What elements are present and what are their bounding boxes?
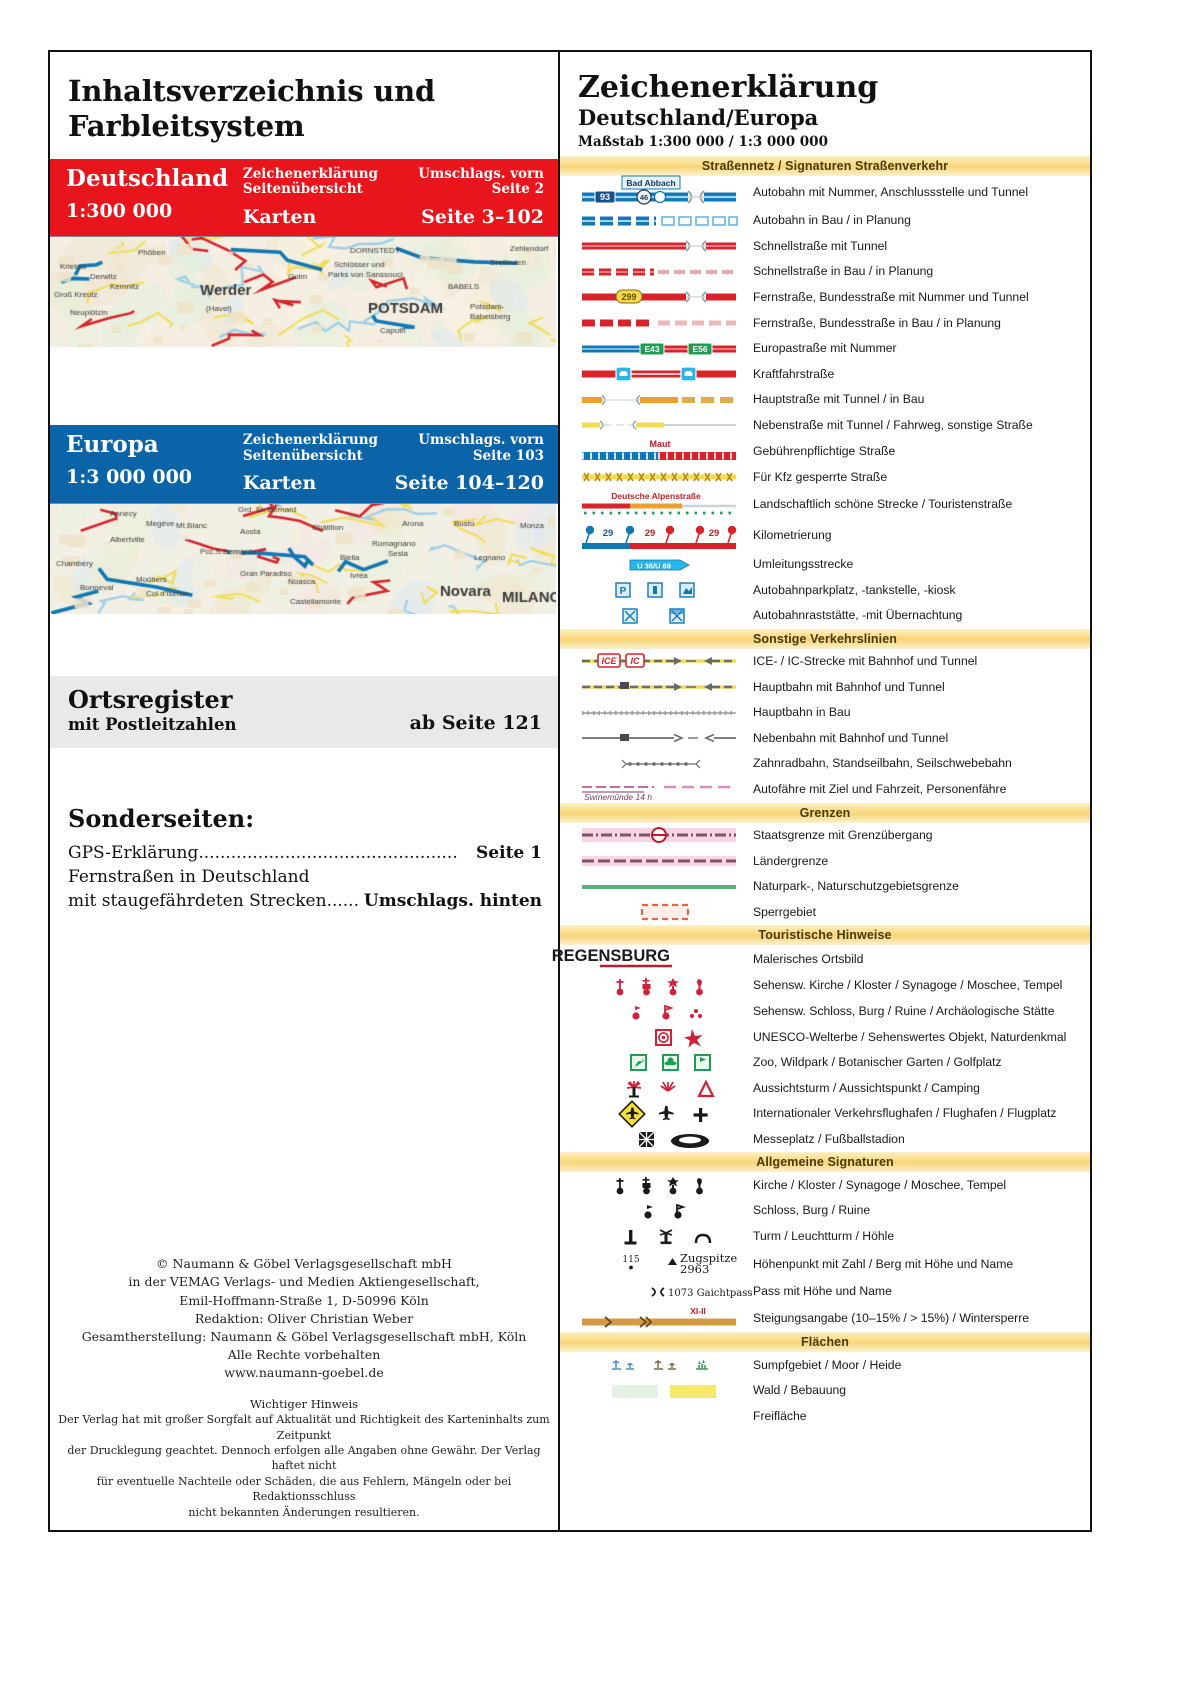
legend-row-hauptstrasse [560,387,1090,413]
legend-label: Turm / Leuchtturm / Höhle [753,1228,895,1243]
legend-row-a-turm [560,1223,1090,1249]
deutschland-legend-line1: Zeichenerklärung [242,165,378,182]
symbol-aussichtsturm [560,1077,745,1099]
svg-text:ICE: ICE [600,656,617,667]
sonderseiten-heading: Sonderseiten: [68,804,255,834]
legend-row-raststaette [560,603,1090,629]
legend-row-kraftfahrstrasse [560,361,1090,387]
svg-text:Maut: Maut [649,439,670,450]
europa-band[interactable] [50,425,558,503]
symbol-zahnradbahn [560,757,745,771]
europa-legend-line2: Seitenübersicht [242,447,363,464]
deutschland-karten-label: Karten [242,205,317,228]
svg-text:115: 115 [621,1254,640,1265]
sonderseiten-item-page: Umschlags. hinten [363,891,542,912]
legend-label: Freifläche [753,1409,807,1424]
sonderseiten-item-label: Fernstraßen in Deutschland [68,867,310,888]
spacer-b [50,614,558,676]
imprint-line: Emil-Hoffmann-Straße 1, D-50996 Köln [179,1292,429,1308]
sonderseiten-item-label: mit staugefährdeten Strecken [68,891,327,912]
ortsregister-title: Ortsregister [68,685,233,715]
sonderseiten-item[interactable] [68,841,542,865]
deutschland-region: Deutschland [66,164,229,192]
svg-text:Zugspitze: Zugspitze [679,1250,737,1265]
notice-block [50,1396,558,1520]
legend-label: Kilometrierung [753,528,832,543]
symbol-nebenstrasse [560,416,745,434]
legend-label: Kirche / Kloster / Synagoge / Moschee, Tempel [753,1177,1007,1192]
svg-text:93: 93 [599,191,610,202]
section-header-strassennetz: Straßennetz / Signaturen Straßenverkehr [560,156,1090,176]
imprint-line: Redaktion: Oliver Christian Weber [194,1310,414,1326]
svg-text:46: 46 [639,192,648,202]
symbol-wald-bebauung [560,1380,745,1402]
symbol-ice-strecke [560,651,745,671]
legend-row-touristenstrasse [560,490,1090,520]
symbol-malerisches-ortsbild [551,946,745,972]
legend-row-f-sumpf [560,1352,1090,1378]
legend-row-naturpark [560,874,1090,900]
legend-label: Schloss, Burg / Ruine [753,1203,871,1218]
legend-row-t-kirche [560,973,1090,999]
legend-row-europastrasse [560,336,1090,362]
deutschland-page-ref: Seite 2 [491,181,544,198]
legend-label: Wald / Bebauung [753,1383,847,1398]
legend-label: Kraftfahrstraße [753,366,835,381]
spacer-a [50,347,558,425]
symbol-naturparkgrenze [560,880,745,894]
notice-line: nicht bekannten Änderungen resultieren. [188,1505,420,1519]
symbol-touristenstrasse [560,490,745,520]
symbol-hauptbahn-bau [560,706,745,720]
legend-label: Hauptbahn mit Bahnhof und Tunnel [753,679,945,694]
legend-row-t-messe [560,1126,1090,1152]
legend-label: Schnellstraße in Bau / in Planung [753,264,934,279]
legend-row-a-hoehe [560,1249,1090,1279]
legend-label: Sumpfgebiet / Moor / Heide [753,1357,902,1372]
symbol-schnellstrasse-bau [560,263,745,281]
symbol-kraftfahrstrasse [560,364,745,384]
imprint-website[interactable]: www.naumann-goebel.de [224,1365,384,1381]
legend-label: Sehensw. Kirche / Kloster / Synagoge / Moschee, Tempel [753,978,1063,993]
legend-subtitle: Deutschland/Europa [578,104,819,130]
svg-text:1073 Gaichtpass: 1073 Gaichtpass [667,1287,752,1299]
legend-scale: Maßstab 1:300 000 / 1:3 000 000 [578,133,828,150]
legend-label: Hauptstraße mit Tunnel / in Bau [753,392,925,407]
symbol-messeplatz-stadion [560,1128,745,1150]
legend-row-umleitung [560,552,1090,578]
legend-label: Zoo, Wildpark / Botanischer Garten / Golfplatz [753,1055,1002,1070]
symbol-unesco-welterbe [560,1026,745,1048]
symbol-schloss-burg-ruine [560,1199,745,1221]
legend-label: Fernstraße, Bundesstraße mit Nummer und Tunnel [753,290,1029,305]
symbol-kirche [560,1174,745,1196]
section-header-flaechen: Flächen [560,1332,1090,1352]
legend-row-t-unesco [560,1024,1090,1050]
legend-row-a-pass [560,1279,1090,1305]
symbol-autobahnparkplatz [560,580,745,600]
symbol-sehenswertes-schloss [560,1000,745,1022]
legend-row-schnellstrasse-bau [560,259,1090,285]
legend-row-f-frei [560,1404,1090,1430]
symbol-sehenswerte-kirche [560,975,745,997]
legend-label: Steigungsangabe (10–15% / > 15%) / Wintersperre [753,1311,1030,1326]
symbol-fernstrasse-nummer [560,287,745,307]
europa-legend-line1: Zeichenerklärung [242,432,378,449]
sonderseiten-item-dots: ................................................ [198,843,458,864]
legend-row-f-wald [560,1378,1090,1404]
sonderseiten-item[interactable] [68,865,542,889]
legend-label: Aussichtsturm / Aussichtspunkt / Camping [753,1080,980,1095]
svg-text:Bad Abbach: Bad Abbach [625,177,676,188]
legend-row-schnellstrasse-tunnel [560,233,1090,259]
legend-row-hauptbahn [560,674,1090,700]
legend-row-gesperrt [560,464,1090,490]
europa-page-ref: Seite 103 [472,447,544,464]
legend-row-maut [560,438,1090,464]
legend-label: Höhenpunkt mit Zahl / Berg mit Höhe und Name [753,1256,1014,1271]
legend-label: Nebenbahn mit Bahnhof und Tunnel [753,730,949,745]
legend-label: Autobahnparkplatz, -tankstelle, -kiosk [753,582,956,597]
notice-title: Wichtiger Hinweis [249,1397,359,1412]
legend-title: Zeichenerklärung [578,70,879,105]
svg-text:29: 29 [644,527,655,539]
symbol-maut [560,438,745,464]
right-column [551,52,1090,1530]
symbol-umleitungsstrecke [560,556,745,574]
legend-row-rastplatz [560,577,1090,603]
europa-cover-ref: Umschlags. vorn [418,432,544,449]
symbol-hoehenpunkt-berg [560,1249,745,1279]
legend-row-kilometrierung [560,520,1090,552]
sonderseiten-item-page: Seite 1 [476,843,542,864]
symbol-schnellstrasse-tunnel [560,237,745,255]
legend-label: Sperrgebiet [753,904,817,919]
deutschland-block [50,159,558,348]
legend-label: Zahnradbahn, Standseilbahn, Seilschwebebahn [753,756,1012,771]
legend-label: Autobahnraststätte, -mit Übernachtung [753,608,963,623]
symbol-turm-leuchtturm-hoehle [560,1225,745,1247]
legend-row-faehre [560,777,1090,803]
svg-text:XI-II: XI-II [689,1306,706,1317]
legend-row-t-aussicht [560,1075,1090,1101]
deutschland-karten-pages: Seite 3–102 [421,205,544,228]
legend-label: Autobahn mit Nummer, Anschlussstelle und Tunnel [753,184,1029,199]
legend-label: Gebührenpflichtige Straße [753,443,896,458]
legend-label: Messeplatz / Fußballstadion [753,1131,905,1146]
legend-label: Autobahn in Bau / in Planung [753,213,911,228]
symbol-laendergrenze [560,852,745,870]
notice-line: für eventuelle Nachteile oder Schäden, die aus Fehlern, Mängeln oder bei Redaktionsschluss [96,1474,512,1504]
sonderseiten-item[interactable] [68,889,542,913]
legend-row-ortsbild [551,945,1090,973]
europa-karten-label: Karten [242,472,317,495]
symbol-autobahn [560,176,745,208]
symbol-autofaehre [560,777,745,803]
imprint-line: © Naumann & Göbel Verlagsgesellschaft mbH [156,1256,452,1272]
symbol-kilometrierung [560,520,745,552]
imprint-block [50,1255,558,1520]
symbol-fernstrasse-bau [560,314,745,332]
svg-text:Swinemünde 14 h: Swinemünde 14 h [583,791,652,802]
legend-row-fernstrasse-bau [560,310,1090,336]
symbol-nebenbahn [560,729,745,747]
legend-label: ICE- / IC-Strecke mit Bahnhof und Tunnel [753,654,978,669]
deutschland-scale: 1:300 000 [66,199,173,222]
europa-karten-pages: Seite 104–120 [394,472,544,495]
legend-row-fernstrasse-nummer [560,285,1090,311]
imprint-line: Gesamtherstellung: Naumann & Göbel Verlagsgesellschaft mbH, Köln [81,1328,527,1344]
svg-text:29: 29 [602,527,613,539]
svg-text:299: 299 [620,292,637,303]
svg-text:E43: E43 [643,343,660,354]
deutschland-cover-ref: Umschlags. vorn [418,165,544,182]
legend-label: UNESCO-Welterbe / Sehenswertes Objekt, Naturdenkmal [753,1029,1067,1044]
sonderseiten-item-label: GPS-Erklärung [68,843,199,864]
left-column [50,52,560,1530]
legend-row-staatsgrenze [560,823,1090,849]
symbol-autobahnraststaette [560,606,745,626]
section-header-allgemeine: Allgemeine Signaturen [560,1152,1090,1172]
symbol-freiflaeche [560,1406,745,1426]
symbol-hauptstrasse [560,391,745,409]
deutschland-band[interactable] [50,159,558,237]
legend-label: Schnellstraße mit Tunnel [753,238,888,253]
sonderseiten-item-dots: ...... [326,891,359,912]
svg-text:REGENSBURG: REGENSBURG [551,946,670,965]
notice-line: Der Verlag hat mit großer Sorgfalt auf Aktualität und Richtigkeit des Karteninhalts zum Zeitpunkt [58,1413,550,1442]
notice-line: der Drucklegung geachtet. Dennoch erfolgen alle Angaben ohne Gewähr. Der Verlag haftet nicht [67,1444,541,1473]
legend-label: Autofähre mit Ziel und Fahrzeit, Personenfähre [753,782,1007,797]
symbol-sperrgebiet [560,901,745,923]
legend-row-sperrgebiet [560,899,1090,925]
legend-label: Nebenstraße mit Tunnel / Fahrweg, sonstige Straße [753,418,1033,433]
legend-label: Malerisches Ortsbild [753,951,864,966]
deutschland-map-thumbnail [50,236,558,347]
legend-header [560,52,1090,156]
legend-row-nebenstrasse [560,413,1090,439]
page-title: Inhaltsverzeichnis und Farbleitsystem [68,74,436,144]
symbol-sumpfgebiet-moor-heide [560,1355,745,1375]
symbol-pass [560,1282,752,1302]
ortsregister-band[interactable] [50,676,558,748]
legend-label: Umleitungsstrecke [753,557,854,572]
legend-label: Hauptbahn in Bau [753,705,851,720]
legend-row-nebenbahn [560,725,1090,751]
legend-label: Für Kfz gesperrte Straße [753,469,888,484]
europa-block [50,425,558,614]
svg-text:IC: IC [630,656,639,667]
svg-text:E56: E56 [691,343,708,354]
europa-scale: 1:3 000 000 [66,466,193,489]
symbol-zoo-wildpark [560,1051,745,1073]
legend-label: Pass mit Höhe und Name [753,1284,892,1299]
symbol-staatsgrenze [560,824,745,846]
legend-label: Fernstraße, Bundesstraße in Bau / in Planung [753,315,1001,330]
legend-row-zahnradbahn [560,751,1090,777]
svg-text:Deutsche Alpenstraße: Deutsche Alpenstraße [610,490,701,501]
legend-row-a-kirche [560,1172,1090,1198]
legend-label: Staatsgrenze mit Grenzübergang [753,827,933,842]
legend-label: Landschaftlich schöne Strecke / Touristenstraße [753,497,1013,512]
ortsregister-page: ab Seite 121 [409,712,542,735]
legend-row-hauptbahn-bau [560,700,1090,726]
imprint-line: Alle Rechte vorbehalten [227,1346,381,1362]
legend-row-autobahn-bau [560,208,1090,234]
legend-row-ice [560,649,1090,675]
symbol-hauptbahn [560,678,745,696]
legend-row-autobahn [560,176,1090,208]
ortsregister-subtitle: mit Postleitzahlen [68,715,237,735]
symbol-gesperrte-strasse [560,469,745,485]
section-header-grenzen: Grenzen [560,803,1090,823]
legend-row-a-schloss [560,1198,1090,1224]
legend-row-t-schloss [560,998,1090,1024]
svg-text:2963: 2963 [679,1261,709,1276]
svg-text:29: 29 [708,527,719,539]
symbol-flughafen [560,1102,745,1126]
europa-map-thumbnail [50,503,558,614]
section-header-verkehrslinien: Sonstige Verkehrslinien [560,629,1090,649]
legend-row-t-flughafen [560,1101,1090,1127]
legend-row-a-steigung [560,1304,1090,1332]
legend-row-laendergrenze [560,848,1090,874]
section-header-touristische: Touristische Hinweise [560,925,1090,945]
symbol-europastrasse [560,340,745,358]
page-frame [48,50,1092,1532]
legend-label: Naturpark-, Naturschutzgebietsgrenze [753,879,959,894]
symbol-autobahn-bau [560,212,745,230]
symbol-steigungsangabe [560,1304,745,1332]
svg-text:U 36/U 69: U 36/U 69 [636,561,671,571]
deutschland-legend-line2: Seitenübersicht [242,181,363,198]
legend-row-t-zoo [560,1050,1090,1076]
legend-label: Internationaler Verkehrsflughafen / Flughafen / Flugplatz [753,1106,1057,1121]
svg-text:P: P [619,586,626,598]
legend-label: Sehensw. Schloss, Burg / Ruine / Archäologische Stätte [753,1003,1055,1018]
sonderseiten-block [50,804,558,913]
legend-label: Europastraße mit Nummer [753,341,897,356]
legend-label: Ländergrenze [753,853,829,868]
imprint-line: in der VEMAG Verlags- und Medien Aktiengesellschaft, [128,1274,480,1290]
europa-region: Europa [66,431,159,459]
